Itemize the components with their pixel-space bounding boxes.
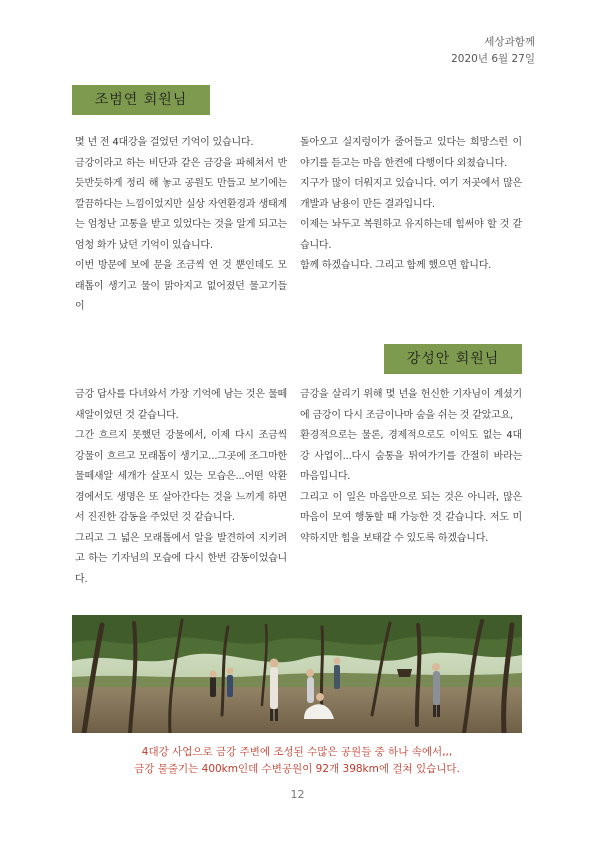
caption-line-1: 4대강 사업으로 금강 주변에 조성된 수많은 공원들 중 하나 속에서,,, [141,746,453,758]
forest-park-illustration [72,615,522,733]
forest-park-photo [72,615,522,733]
paragraph: 이제는 놔두고 복원하고 유지하는데 힘써야 할 것 같습니다. [300,219,522,251]
paragraph: 함께 하겠습니다. 그리고 함께 했으면 합니다. [300,260,492,271]
paragraph: 금강 답사를 다녀와서 가장 기억에 남는 것은 물떼새알이었던 것 같습니다. [75,389,287,421]
paragraph: 그리고 그 넓은 모래톱에서 알을 발견하여 지키려고 하는 기자님의 모습에 다시 한번 감동이었습니다. [75,532,287,585]
section2-column-right [300,385,522,549]
section1-column-left [75,133,287,318]
photo-caption [72,744,522,778]
paragraph: 몇 년 전 4대강을 걸었던 기억이 있습니다. [75,137,254,148]
paragraph: 이번 방문에 보에 문을 조금씩 연 것 뿐인데도 모래톱이 생기고 물이 맑아지고 없어졌던 물고기들이 [75,260,287,312]
paragraph: 돌아오고 실지렁이가 줄어들고 있다는 희망스런 이야기를 듣고는 마음 한켠에 다행이다 외쳤습니다. [300,137,522,169]
section1-column-right [300,133,522,277]
caption-line-2: 금강 물줄기는 400km인데 수변공원이 92개 398km에 걸쳐 있습니다. [134,763,460,775]
page-number: 12 [290,788,305,801]
author-banner-2: 강성안 회원님 [384,344,522,374]
author-banner-1: 조범연 회원님 [72,85,210,115]
paragraph: 그간 흐르지 못했던 강물에서, 이제 다시 조금씩 강물이 흐르고 모래톱이 생기고...그곳에 조그마한 물떼새알 세개가 살포시 있는 모습은...어떤 악환경에서도 생명은 또 살아간다는 것을 느끼게 하면서 진진한 감동을 주었던 것 같습니다. [75,430,287,523]
publication-date: 2020년 6월 27일 [451,53,535,65]
paragraph: 그리고 이 일은 마음만으로 되는 것은 아니라, 많은 마음이 모여 행동할 때 가능한 것 같습니다. 저도 미약하지만 힘을 보태갈 수 있도록 하겠습니다. [300,491,522,544]
paragraph: 금강을 살리기 위해 몇 년을 헌신한 기자님이 계셨기에 금강이 다시 조금이나마 숨을 쉬는 것 같았고요, [300,389,522,421]
publication-name: 세상과함께 [484,36,535,48]
page-header [451,34,535,68]
paragraph: 환경적으로는 물론, 경제적으로도 이익도 없는 4대강 사업이...다시 숨통을 튀여가기를 간절히 바라는 마음입니다. [300,430,522,482]
paragraph: 금강이라고 하는 비단과 같은 금강을 파헤쳐서 반듯반듯하게 정리 해 놓고 공원도 만들고 보기에는 깔끔하다는 느낌이었지만 실상 자연환경과 생태계는 엄청난 고통을 받고 있었다는 것을 알게 되고는 엄청 화가 났던 기억이 있습니다. [75,157,287,251]
section2-column-left [75,385,287,590]
paragraph: 지구가 많이 더워지고 있습니다. 여기 저곳에서 많은 개발과 남용이 만든 결과입니다. [300,178,522,210]
